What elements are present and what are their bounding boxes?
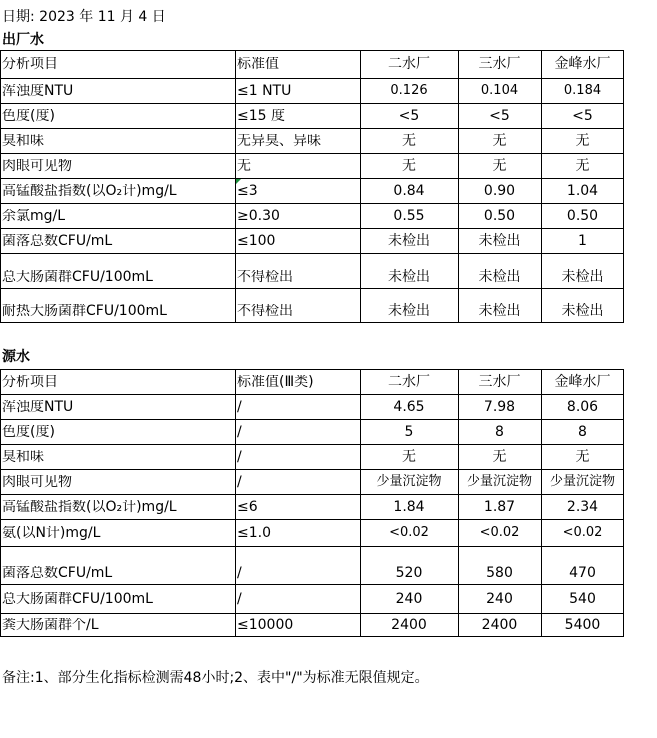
treated-table-cell: 0.50	[483, 208, 516, 224]
source-table-cell: /	[237, 400, 242, 414]
treated-header-cell: 三水厂	[478, 56, 521, 72]
treated-table-cell: ≤15 度	[237, 109, 285, 123]
treated-table-cell: 色度(度)	[2, 109, 55, 123]
source-table-cell: 8.06	[566, 399, 599, 415]
row-border	[0, 613, 624, 614]
source-table-cell: 氨(以N计)mg/L	[2, 526, 101, 540]
treated-header-cell: 分析项目	[2, 57, 58, 71]
treated-header-cell: 标准值	[237, 57, 279, 71]
treated-table-cell: 未检出	[388, 303, 430, 319]
row-border	[0, 78, 624, 79]
source-table-cell: 2400	[481, 617, 518, 633]
row-border	[0, 203, 624, 204]
source-table-cell: 2.34	[566, 499, 599, 515]
column-border	[0, 369, 1, 637]
row-border	[0, 369, 624, 370]
column-border	[235, 369, 236, 637]
source-header-cell: 分析项目	[2, 375, 58, 389]
source-table-cell: 少量沉淀物	[376, 474, 442, 489]
treated-table-cell: 耐热大肠菌群CFU/100mL	[2, 304, 167, 318]
row-border	[0, 153, 624, 154]
source-table-cell: /	[237, 450, 242, 464]
treated-table-cell: 高锰酸盐指数(以O₂计)mg/L	[2, 184, 177, 198]
source-table-cell: 少量沉淀物	[466, 474, 532, 489]
source-table-cell: 8	[495, 424, 504, 440]
source-header-cell: 三水厂	[478, 374, 521, 390]
source-table-cell: 肉眼可见物	[2, 475, 72, 489]
source-table-cell: 无	[492, 449, 507, 465]
treated-table-cell: 无异臭、异味	[237, 134, 321, 148]
source-table-cell: ≤10000	[237, 618, 294, 632]
treated-table-cell: 0.84	[393, 183, 425, 199]
treated-table-cell: 未检出	[478, 303, 521, 319]
source-table-cell: 240	[486, 591, 513, 607]
row-border	[0, 444, 624, 445]
source-table-cell: 菌落总数CFU/mL	[2, 566, 113, 580]
source-title: 源水	[2, 349, 30, 365]
source-header-cell: 二水厂	[388, 374, 430, 390]
row-border	[0, 253, 624, 254]
source-table-cell: 2400	[391, 617, 427, 633]
row-border	[0, 494, 624, 495]
source-table-cell: /	[237, 592, 242, 606]
source-table-cell: <0.02	[479, 525, 520, 540]
source-table-cell: 540	[569, 591, 596, 607]
treated-table-cell: 未检出	[478, 269, 521, 285]
treated-table-cell: ≤3	[237, 184, 258, 198]
treated-table-cell: 浑浊度NTU	[2, 84, 74, 98]
source-table-cell: 5	[404, 424, 414, 440]
row-border	[0, 546, 624, 547]
treated-table-cell: 0.50	[566, 208, 599, 224]
source-table-cell: 1.87	[483, 499, 516, 515]
source-table-cell: /	[237, 425, 242, 439]
treated-table-cell: 0.90	[483, 183, 516, 199]
source-table-cell: 4.65	[393, 399, 425, 415]
source-table-cell: 580	[486, 565, 513, 581]
treated-table-cell: <5	[398, 108, 420, 124]
treated-table-cell: 无	[402, 158, 416, 174]
source-table-cell: 浑浊度NTU	[2, 400, 74, 414]
row-border	[0, 519, 624, 520]
date-line: 日期: 2023 年 11 月 4 日	[2, 9, 166, 25]
treated-table-cell: 未检出	[478, 233, 521, 249]
source-table-cell: 1.84	[393, 499, 425, 515]
treated-table-cell: ≤100	[237, 234, 276, 248]
treated-title: 出厂水	[2, 32, 44, 48]
treated-table-cell: 肉眼可见物	[2, 159, 72, 173]
column-border	[235, 50, 236, 323]
treated-table-cell: 余氯mg/L	[2, 209, 66, 223]
source-table-cell: 240	[395, 591, 423, 607]
treated-table-cell: 未检出	[561, 303, 604, 319]
treated-table-cell: 总大肠菌群CFU/100mL	[2, 270, 153, 284]
treated-table-cell: 无	[492, 158, 507, 174]
treated-table-cell: 无	[575, 158, 590, 174]
treated-table-cell: 菌落总数CFU/mL	[2, 234, 113, 248]
source-header-cell: 金峰水厂	[554, 374, 611, 390]
row-border	[0, 178, 624, 179]
row-border	[0, 394, 624, 395]
source-table-cell: 少量沉淀物	[549, 474, 615, 489]
treated-table-cell: 无	[402, 133, 416, 149]
source-table-cell: 5400	[564, 617, 601, 633]
treated-table-cell: 不得检出	[237, 270, 293, 284]
row-border	[0, 128, 624, 129]
source-table-cell: 470	[569, 565, 596, 581]
treated-table-cell: 未检出	[561, 269, 604, 285]
row-border	[0, 636, 624, 637]
source-header-cell: 标准值(Ⅲ类)	[237, 375, 314, 389]
treated-table-cell: <5	[572, 108, 593, 124]
treated-table-cell: 0.55	[393, 208, 425, 224]
treated-table-cell: 0.184	[563, 83, 602, 98]
treated-table-cell: ≥0.30	[237, 209, 280, 223]
treated-header-cell: 金峰水厂	[554, 56, 611, 72]
source-table-cell: ≤6	[237, 500, 258, 514]
treated-table-cell: 1	[578, 233, 587, 249]
row-border	[0, 322, 624, 323]
treated-table-cell: 无	[237, 159, 251, 173]
treated-table-cell: <5	[489, 108, 510, 124]
treated-table-cell: 未检出	[388, 269, 430, 285]
treated-table-cell: 0.104	[480, 83, 519, 98]
treated-table-cell: 无	[575, 133, 590, 149]
source-table-cell: 高锰酸盐指数(以O₂计)mg/L	[2, 500, 177, 514]
source-table-cell: 无	[402, 449, 416, 465]
note: 备注:1、部分生化指标检测需48小时;2、表中"/"为标准无限值规定。	[2, 670, 429, 686]
source-table-cell: <0.02	[389, 525, 429, 540]
treated-table-cell: 未检出	[388, 233, 430, 249]
treated-table-cell: 1.04	[566, 183, 599, 199]
source-table-cell: 520	[395, 565, 423, 581]
source-table-cell: /	[237, 566, 242, 580]
source-table-cell: 8	[578, 424, 587, 440]
row-border	[0, 103, 624, 104]
source-table-cell: ≤1.0	[237, 526, 271, 540]
row-border	[0, 419, 624, 420]
source-table-cell: 无	[575, 449, 590, 465]
row-border	[0, 50, 624, 51]
source-table-cell: 7.98	[483, 399, 516, 415]
treated-table-cell: 0.126	[390, 83, 428, 98]
treated-table-cell: 臭和味	[2, 134, 44, 148]
source-table-cell: 臭和味	[2, 450, 44, 464]
row-border	[0, 228, 624, 229]
treated-table-cell: ≤1 NTU	[237, 84, 292, 98]
row-border	[0, 584, 624, 585]
treated-table-cell: 无	[492, 133, 507, 149]
treated-table-cell: 不得检出	[237, 304, 293, 318]
row-border	[0, 469, 624, 470]
treated-header-cell: 二水厂	[388, 56, 430, 72]
source-table-cell: <0.02	[562, 525, 603, 540]
source-table-cell: /	[237, 475, 242, 489]
column-border	[0, 50, 1, 323]
row-border	[0, 288, 624, 289]
source-table-cell: 总大肠菌群CFU/100mL	[2, 592, 153, 606]
source-table-cell: 色度(度)	[2, 425, 55, 439]
source-table-cell: 粪大肠菌群个/L	[2, 618, 99, 632]
